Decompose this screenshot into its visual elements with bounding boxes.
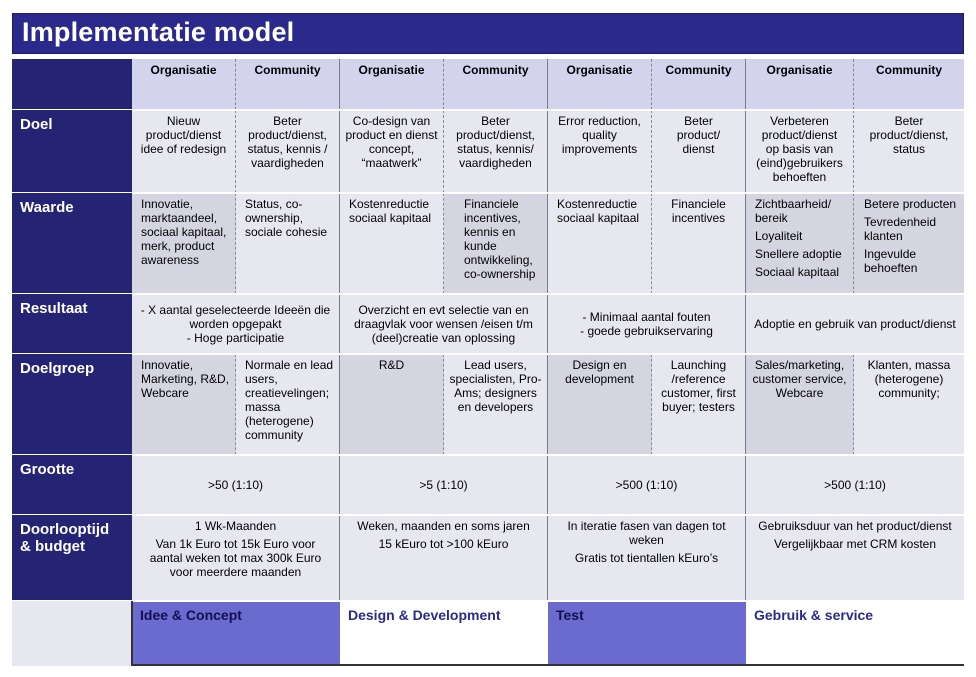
waarde-cell [132,193,236,294]
row-label-doel: Doel [12,110,132,193]
doelgroep-text: Launching /reference customer, first buyer; testers [661,358,736,414]
doelgroep-cell [444,354,548,455]
row-label-doelgroep: Doelgroep [12,354,132,455]
doorlooptijd-text: Gratis tot tientallen kEuro’s [574,551,719,565]
grootte-cell: >500 (1:10) [746,455,964,515]
waarde-text: Financiele incentives, kennis en kunde ontwikkeling, co-ownership [464,197,536,281]
resultaat-text: - goede gebruikservaring [580,324,713,338]
doorlooptijd-cell [746,515,964,601]
doorlooptijd-text: 15 kEuro tot >100 kEuro [378,537,509,551]
waarde-text: Kostenreductie sociaal kapitaal [557,197,640,225]
table-left-border [131,601,133,666]
column-header: Organisatie [746,59,854,110]
row-label-waarde: Waarde [12,193,132,294]
column-header: Organisatie [132,59,236,110]
waarde-text: Ingevulde behoeften [864,247,918,275]
resultaat-cell [548,294,746,354]
doelgroep-cell [340,354,444,455]
row-divider [132,600,964,602]
waarde-text: Snellere adoptie [755,247,842,261]
implementation-table [12,59,964,666]
waarde-cell [854,193,964,294]
waarde-text: Innovatie, marktaandeel, sociaal kapitaal, merk, product awareness [141,197,227,267]
doorlooptijd-cell [132,515,340,601]
doorlooptijd-text: Weken, maanden en soms jaren [357,519,530,533]
waarde-text: Zichtbaarheid/ bereik [755,197,832,225]
column-header: Organisatie [548,59,652,110]
doelgroep-cell [652,354,746,455]
doel-cell: Error reduction, quality improvements [548,110,652,193]
table-bottom-border [132,664,964,666]
resultaat-text: - Hoge participatie [186,331,285,345]
column-header: Organisatie [340,59,444,110]
row-divider [132,192,964,194]
page-title: Implementatie model [22,17,295,47]
waarde-text: Sociaal kapitaal [755,265,840,279]
doorlooptijd-cell [548,515,746,601]
doelgroep-cell [854,354,964,455]
doel-cell: Verbeteren product/dienst op basis van (eind)gebruikers behoeften [746,110,854,193]
column-header: Community [444,59,548,110]
column-header: Community [652,59,746,110]
waarde-cell [548,193,652,294]
doelgroep-text: Innovatie, Marketing, R&D, Webcare [141,358,230,400]
doel-cell: Beter product/dienst, status [854,110,964,193]
doorlooptijd-cell [340,515,548,601]
doorlooptijd-text: Vergelijkbaar met CRM kosten [773,537,937,551]
row-divider [132,109,964,111]
phase-gebruik-service: Gebruik & service [746,601,964,666]
doelgroep-text: R&D [378,358,405,372]
corner-cell [12,59,132,110]
row-label-resultaat: Resultaat [12,294,132,354]
doelgroep-text: Lead users, specialisten, Pro-Ams; designers en developers [449,358,542,414]
resultaat-text: Adoptie en gebruik van product/dienst [754,317,956,331]
waarde-text: Kostenreductie sociaal kapitaal [349,197,432,225]
waarde-cell [340,193,444,294]
waarde-text: Loyaliteit [755,229,803,243]
phase-corner [12,601,132,666]
row-divider [132,514,964,516]
doelgroep-text: massa (heterogene) community [245,400,314,442]
resultaat-text: - X aantal geselecteerde Ideeën die worden opgepakt [140,303,331,331]
doelgroep-cell [746,354,854,455]
doelgroep-cell [132,354,236,455]
doelgroep-cell [548,354,652,455]
waarde-cell [236,193,340,294]
phase-design-development: Design & Development [340,601,548,666]
resultaat-cell [340,294,548,354]
doorlooptijd-text: 1 Wk-Maanden [194,519,277,533]
row-divider [132,293,964,295]
doel-cell: Beter product/dienst, status, kennis/ vaardigheden [444,110,548,193]
row-divider [132,353,964,355]
doel-cell: Nieuw product/dienst idee of redesign [132,110,236,193]
row-label-grootte: Grootte [12,455,132,515]
grootte-cell: >500 (1:10) [548,455,746,515]
row-divider [132,454,964,456]
doelgroep-text: Design en development [565,358,634,386]
grootte-cell: >50 (1:10) [132,455,340,515]
waarde-cell [444,193,548,294]
grootte-cell: >5 (1:10) [340,455,548,515]
doelgroep-text: Klanten, massa (heterogene) community; [867,358,951,400]
waarde-cell [652,193,746,294]
doel-cell: Beter product/dienst, status, kennis / vaardigheden [236,110,340,193]
doorlooptijd-text: In iteratie fasen van dagen tot weken [567,519,726,547]
doelgroep-text: Sales/marketing, customer service, Webcare [752,358,847,400]
doel-cell: Co-design van product en dienst concept, “maatwerk” [340,110,444,193]
waarde-cell [746,193,854,294]
column-header: Community [236,59,340,110]
doorlooptijd-text: Van 1k Euro tot 15k Euro voor aantal weken tot max 300k Euro voor meerdere maanden [149,537,322,579]
resultaat-text: Overzicht en evt selectie van en draagvlak voor wensen /eisen t/m (deel)creatie van oplossing [354,303,533,345]
doelgroep-text: Normale en lead users, creatievelingen; [245,358,334,400]
title-bar [12,13,964,54]
resultaat-cell [746,294,964,354]
doorlooptijd-text: Gebruiksduur van het product/dienst [758,519,952,533]
row-label-doorlooptijd: Doorlooptijd & budget [12,515,132,601]
phase-idee-concept: Idee & Concept [132,601,340,666]
doelgroep-cell [236,354,340,455]
phase-test: Test [548,601,746,666]
column-header: Community [854,59,964,110]
resultaat-cell [132,294,340,354]
resultaat-text: - Minimaal aantal fouten [582,310,711,324]
waarde-text: Betere producten [864,197,957,211]
waarde-text: Status, co-ownership, sociale cohesie [245,197,328,239]
doel-cell: Beter product/ dienst [652,110,746,193]
waarde-text: Financiele incentives [671,197,726,225]
waarde-text: Tevredenheid klanten [864,215,937,243]
